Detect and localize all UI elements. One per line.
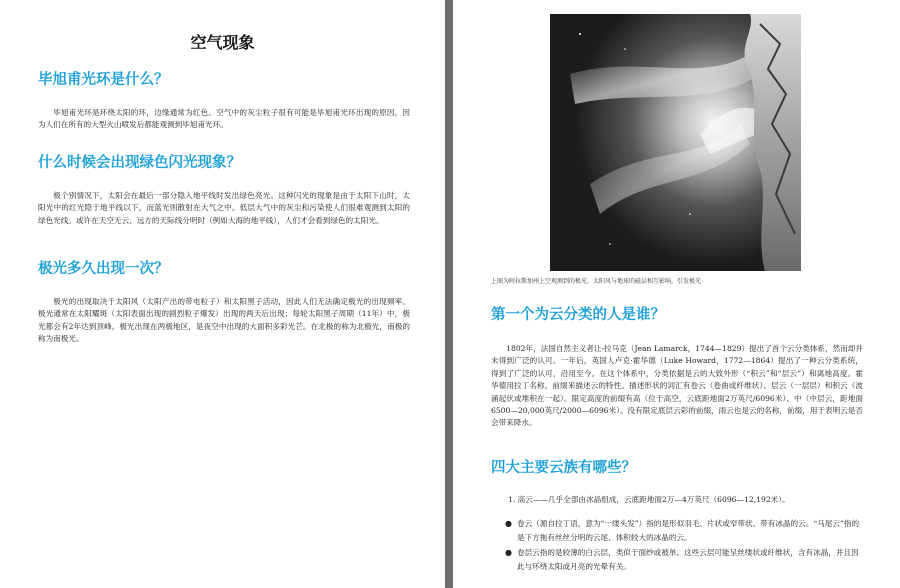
section-body: 1802年，法国自然主义者让-拉马克（Jean Lamarck，1744—1829）提出了首个云分类体系，然而却并未得到广泛的认可。一年后，英国人卢克·霍华德（Luke Howard，1772—1864）提出了一种云分类系统，得到了广泛的认可，沿用至今。在这个体系中，分类依据是云的大致外形（“积云”和“层云”）和离地高度。霍华德用拉丁名称，前缀来描述云的特性。描述形状的词汇有卷云（卷曲或纤维状）、层云（一层层）和积云（波涌起伏或堆积在一起）。限定高度的前缀有高（位于高空，云底距地面2万英尺/6096米）、中（中层云，距地面6500—20,000英尺/2000—6096米）。没有限定底层云彩的前缀，雨云也是云的名称，前缀，用于表明云是否会带来降水。 (491, 344, 863, 428)
bullet-dot-icon: ● (505, 519, 512, 528)
list-item-text: 卷层云指的是较薄的白云层，类似于面纱或被单。这些云层可能呈丝缕状或纤维状，含有冰晶，并且因此与环绕太阳或月亮的光晕有关。 (517, 548, 859, 571)
left-page (0, 0, 445, 588)
aurora-photo (550, 14, 801, 271)
photo-caption: 上图为阿拉斯加州上空观测到的极光。太阳风与地球的磁层相互影响，引发极光 (491, 278, 702, 285)
list-item-text: 卷云（源自拉丁语，意为“一缕头发”）指的是形似羽毛、片状或窄带状、带有冰晶的云。“马尾云”指的是下方拖有丝丝分明的云尾、体积较大的冰晶的云。 (517, 519, 860, 542)
section-heading: 毕旭甫光环是什么？ (38, 72, 169, 88)
section-heading: 四大主要云族有哪些？ (491, 460, 636, 476)
section-heading: 什么时候会出现绿色闪光现象？ (38, 155, 241, 171)
section-body: 毕旭甫光环是环绕太阳的环，边缘通常为红色。空气中的灰尘粒子很有可能是毕旭甫光环出现的原因，因为人们在所有的大型火山喷发后都能观测到毕旭甫光环。 (38, 108, 410, 130)
section-body: 极光的出现取决于太阳风（太阳产出的带电粒子）和太阳黑子活动，因此人们无法确定极光的出现频率。极光通常在太阳耀斑（太阳表面出现的剧烈粒子爆发）出现的两天后出现；每轮太阳黑子周期（11年）中，极光都会有2年达到顶峰。极光出现在两极地区，是夜空中出现的大面积多彩光芒。在北极的称为北极光，南极的称为南极光。 (38, 297, 410, 344)
right-page (453, 0, 900, 588)
bullet-dot-icon: ● (505, 548, 512, 557)
section-body: 极个别情况下，太阳会在最后一部分隐入地平线时发出绿色亮光。这种闪光的现象是由于太阳下山时，太阳光中的红光隐于地平线以下，而蓝光则散射在大气之中。低层大气中的灰尘和污染使人们很难观测到太阳的绿色光线。或许在天空无云、远方的天际线分明时（例如大海的地平线），人们才会看到绿色的太阳光。 (38, 191, 410, 225)
section-heading: 极光多久出现一次？ (38, 261, 169, 277)
list-item (505, 517, 863, 545)
list-item (505, 546, 863, 574)
chapter-title: 空气现象 (190, 33, 255, 52)
numbered-item: 1. 高云——几乎全部由冰晶组成，云底距地面2万—4万英尺（6096—12,192米）。 (508, 495, 790, 504)
section-heading: 第一个为云分类的人是谁？ (491, 307, 665, 323)
